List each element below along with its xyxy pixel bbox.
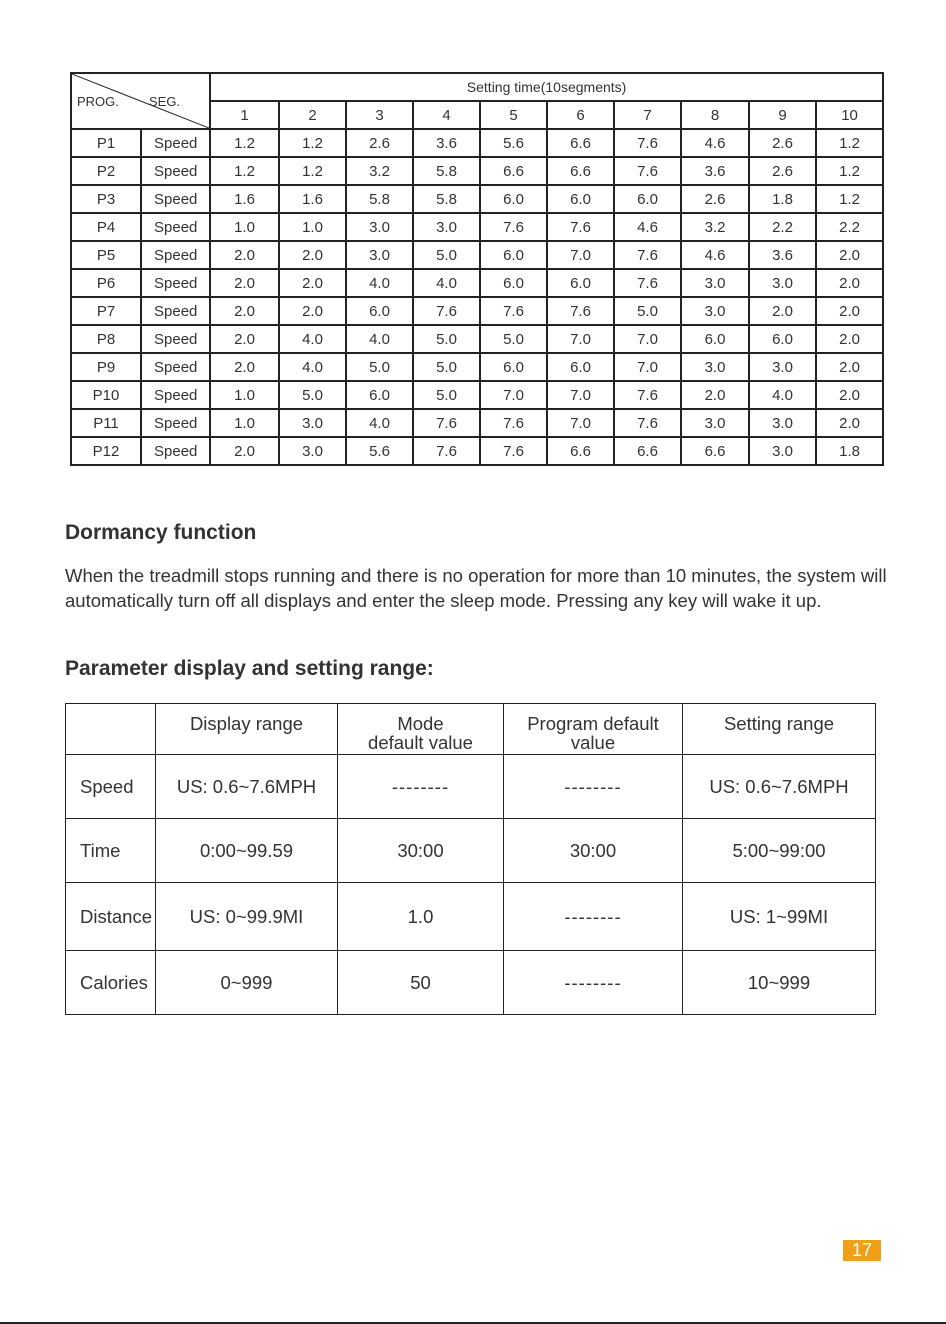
speed-value: 4.0: [346, 269, 413, 297]
parameter-setting-range: 10~999: [683, 951, 876, 1015]
program-type: Speed: [141, 325, 210, 353]
speed-value: 2.0: [210, 353, 279, 381]
speed-value: 6.0: [346, 297, 413, 325]
speed-value: 7.6: [547, 213, 614, 241]
speed-value: 2.2: [816, 213, 883, 241]
segment-header: 5: [480, 101, 547, 129]
speed-value: 3.0: [749, 269, 816, 297]
speed-value: 4.0: [279, 353, 346, 381]
speed-value: 4.0: [346, 325, 413, 353]
segment-header: 10: [816, 101, 883, 129]
program-row: [71, 157, 883, 185]
speed-value: 5.0: [279, 381, 346, 409]
speed-value: 6.6: [614, 437, 681, 465]
speed-value: 5.6: [346, 437, 413, 465]
parameter-row: [66, 755, 876, 819]
parameter-name: Distance: [66, 883, 156, 951]
speed-value: 6.0: [346, 381, 413, 409]
speed-value: 7.6: [614, 157, 681, 185]
program-type: Speed: [141, 437, 210, 465]
segment-header: 7: [614, 101, 681, 129]
speed-value: 5.0: [480, 325, 547, 353]
speed-value: 3.6: [413, 129, 480, 157]
segment-header: 3: [346, 101, 413, 129]
speed-value: 2.0: [816, 409, 883, 437]
parameter-display-range: 0~999: [156, 951, 338, 1015]
segment-header: 8: [681, 101, 749, 129]
parameter-mode-default: 1.0: [338, 883, 504, 951]
speed-value: 4.6: [681, 241, 749, 269]
speed-value: 6.0: [480, 185, 547, 213]
speed-value: 5.0: [346, 353, 413, 381]
speed-value: 7.0: [547, 325, 614, 353]
segment-header: 4: [413, 101, 480, 129]
speed-value: 5.8: [346, 185, 413, 213]
speed-value: 7.0: [480, 381, 547, 409]
speed-value: 5.6: [480, 129, 547, 157]
speed-value: 3.0: [681, 353, 749, 381]
parameter-row: [66, 883, 876, 951]
parameter-program-default: --------: [504, 755, 683, 819]
parameter-display-range: US: 0~99.9MI: [156, 883, 338, 951]
speed-value: 2.2: [749, 213, 816, 241]
speed-value: 7.6: [413, 297, 480, 325]
speed-value: 5.0: [413, 325, 480, 353]
speed-value: 6.6: [547, 129, 614, 157]
speed-value: 1.8: [749, 185, 816, 213]
dormancy-heading: Dormancy function: [65, 521, 257, 544]
speed-value: 1.0: [210, 409, 279, 437]
header-setting-range: Setting range: [683, 704, 876, 755]
speed-value: 3.0: [749, 437, 816, 465]
speed-value: 4.0: [279, 325, 346, 353]
speed-value: 1.2: [816, 129, 883, 157]
segment-header: 6: [547, 101, 614, 129]
program-type: Speed: [141, 157, 210, 185]
header-mode-default-line1: Mode: [397, 713, 444, 734]
program-row: [71, 185, 883, 213]
speed-value: 5.0: [413, 381, 480, 409]
speed-value: 3.0: [279, 409, 346, 437]
speed-value: 7.6: [614, 241, 681, 269]
dormancy-paragraph: When the treadmill stops running and there is no operation for more than 10 minutes, the system will automatically turn off all displays and enter the sleep mode. Pressing any key will wake it up.: [65, 565, 887, 611]
speed-value: 1.2: [210, 129, 279, 157]
program-name: P12: [71, 437, 141, 465]
speed-value: 5.8: [413, 185, 480, 213]
speed-value: 4.0: [413, 269, 480, 297]
program-name: P4: [71, 213, 141, 241]
speed-value: 3.0: [346, 241, 413, 269]
segment-header: 2: [279, 101, 346, 129]
parameter-display-range: US: 0.6~7.6MPH: [156, 755, 338, 819]
speed-value: 5.0: [413, 353, 480, 381]
program-type: Speed: [141, 409, 210, 437]
speed-value: 6.6: [681, 437, 749, 465]
speed-value: 1.2: [816, 157, 883, 185]
speed-value: 6.6: [547, 157, 614, 185]
speed-value: 2.0: [816, 381, 883, 409]
speed-value: 2.0: [279, 269, 346, 297]
speed-value: 7.6: [614, 129, 681, 157]
speed-value: 2.0: [816, 325, 883, 353]
parameter-display-range: 0:00~99.59: [156, 819, 338, 883]
speed-value: 4.6: [614, 213, 681, 241]
speed-value: 6.0: [749, 325, 816, 353]
speed-value: 3.2: [346, 157, 413, 185]
segment-header: 1: [210, 101, 279, 129]
speed-value: 7.6: [413, 409, 480, 437]
speed-value: 2.0: [210, 325, 279, 353]
parameter-mode-default: 50: [338, 951, 504, 1015]
speed-value: 7.6: [413, 437, 480, 465]
speed-value: 7.6: [614, 381, 681, 409]
parameter-row: [66, 951, 876, 1015]
speed-value: 1.2: [279, 129, 346, 157]
header-program-default-line1: Program default: [527, 713, 659, 734]
speed-value: 6.0: [681, 325, 749, 353]
speed-value: 2.0: [279, 297, 346, 325]
speed-value: 2.0: [749, 297, 816, 325]
header-mode-default: [338, 704, 504, 755]
speed-value: 3.6: [681, 157, 749, 185]
page-number: 17: [843, 1240, 881, 1261]
header-mode-default-line2: default value: [368, 732, 473, 753]
speed-value: 6.6: [547, 437, 614, 465]
speed-value: 6.0: [547, 269, 614, 297]
program-name: P11: [71, 409, 141, 437]
program-name: P7: [71, 297, 141, 325]
program-row: [71, 297, 883, 325]
speed-value: 2.0: [816, 241, 883, 269]
header-program-default: [504, 704, 683, 755]
speed-value: 2.0: [210, 437, 279, 465]
speed-value: 7.6: [614, 269, 681, 297]
program-row: [71, 437, 883, 465]
speed-value: 2.0: [681, 381, 749, 409]
program-type: Speed: [141, 213, 210, 241]
program-type: Speed: [141, 129, 210, 157]
parameter-program-default: --------: [504, 951, 683, 1015]
program-row: [71, 353, 883, 381]
program-name: P3: [71, 185, 141, 213]
speed-value: 7.6: [480, 409, 547, 437]
speed-value: 2.0: [279, 241, 346, 269]
parameter-mode-default: 30:00: [338, 819, 504, 883]
speed-value: 6.0: [614, 185, 681, 213]
parameter-setting-range: 5:00~99:00: [683, 819, 876, 883]
speed-value: 2.6: [749, 157, 816, 185]
speed-value: 2.0: [816, 297, 883, 325]
speed-value: 1.0: [210, 213, 279, 241]
parameter-row: [66, 819, 876, 883]
speed-value: 2.0: [816, 269, 883, 297]
program-type: Speed: [141, 381, 210, 409]
speed-value: 2.0: [210, 241, 279, 269]
parameter-heading: Parameter display and setting range:: [65, 657, 434, 680]
speed-value: 1.6: [210, 185, 279, 213]
parameter-program-default: 30:00: [504, 819, 683, 883]
speed-value: 3.0: [749, 353, 816, 381]
speed-value: 5.0: [413, 241, 480, 269]
speed-value: 3.0: [681, 297, 749, 325]
program-name: P10: [71, 381, 141, 409]
parameter-name: Speed: [66, 755, 156, 819]
program-row: [71, 241, 883, 269]
speed-value: 3.0: [681, 409, 749, 437]
speed-value: 2.0: [816, 353, 883, 381]
corner-seg-label: SEG.: [149, 94, 181, 109]
program-name: P1: [71, 129, 141, 157]
segment-header: 9: [749, 101, 816, 129]
parameter-mode-default: --------: [338, 755, 504, 819]
program-name: P8: [71, 325, 141, 353]
parameter-name: Time: [66, 819, 156, 883]
speed-value: 2.0: [210, 297, 279, 325]
speed-value: 7.0: [547, 409, 614, 437]
speed-value: 4.0: [749, 381, 816, 409]
speed-value: 5.0: [614, 297, 681, 325]
speed-value: 3.0: [681, 269, 749, 297]
speed-value: 7.0: [614, 325, 681, 353]
speed-value: 3.0: [346, 213, 413, 241]
speed-value: 2.6: [346, 129, 413, 157]
speed-value: 3.0: [749, 409, 816, 437]
speed-value: 3.0: [413, 213, 480, 241]
program-type: Speed: [141, 297, 210, 325]
program-type: Speed: [141, 353, 210, 381]
speed-value: 1.0: [279, 213, 346, 241]
speed-value: 6.6: [480, 157, 547, 185]
speed-value: 1.2: [210, 157, 279, 185]
speed-value: 4.6: [681, 129, 749, 157]
corner-prog-label: PROG.: [77, 94, 119, 109]
header-display-range: Display range: [156, 704, 338, 755]
speed-value: 1.0: [210, 381, 279, 409]
program-row: [71, 269, 883, 297]
speed-value: 7.6: [480, 213, 547, 241]
speed-value: 1.2: [816, 185, 883, 213]
header-program-default-line2: value: [570, 732, 616, 753]
program-name: P9: [71, 353, 141, 381]
speed-value: 1.2: [279, 157, 346, 185]
speed-value: 3.6: [749, 241, 816, 269]
speed-value: 5.8: [413, 157, 480, 185]
program-row: [71, 381, 883, 409]
speed-value: 6.0: [547, 353, 614, 381]
program-name: P5: [71, 241, 141, 269]
program-name: P6: [71, 269, 141, 297]
speed-value: 2.6: [681, 185, 749, 213]
speed-value: 3.0: [279, 437, 346, 465]
parameter-name: Calories: [66, 951, 156, 1015]
speed-value: 7.0: [547, 381, 614, 409]
program-type: Speed: [141, 241, 210, 269]
speed-value: 7.6: [480, 297, 547, 325]
speed-value: 7.0: [614, 353, 681, 381]
speed-value: 2.0: [210, 269, 279, 297]
prog-seg-corner-cell: [71, 73, 210, 129]
setting-time-title: Setting time(10segments): [210, 73, 883, 101]
program-row: [71, 129, 883, 157]
speed-value: 7.0: [547, 241, 614, 269]
program-row: [71, 213, 883, 241]
parameter-setting-range: US: 0.6~7.6MPH: [683, 755, 876, 819]
speed-value: 6.0: [547, 185, 614, 213]
program-row: [71, 325, 883, 353]
speed-value: 2.6: [749, 129, 816, 157]
speed-value: 7.6: [547, 297, 614, 325]
speed-value: 3.2: [681, 213, 749, 241]
speed-value: 6.0: [480, 241, 547, 269]
speed-value: 6.0: [480, 269, 547, 297]
program-speed-table: [70, 72, 884, 466]
param-header-empty: [66, 704, 156, 755]
speed-value: 1.8: [816, 437, 883, 465]
speed-value: 7.6: [480, 437, 547, 465]
program-name: P2: [71, 157, 141, 185]
speed-value: 1.6: [279, 185, 346, 213]
program-type: Speed: [141, 185, 210, 213]
program-row: [71, 409, 883, 437]
parameter-program-default: --------: [504, 883, 683, 951]
speed-value: 6.0: [480, 353, 547, 381]
program-type: Speed: [141, 269, 210, 297]
speed-value: 7.6: [614, 409, 681, 437]
speed-value: 4.0: [346, 409, 413, 437]
parameter-setting-range: US: 1~99MI: [683, 883, 876, 951]
parameter-table: [65, 703, 876, 1015]
